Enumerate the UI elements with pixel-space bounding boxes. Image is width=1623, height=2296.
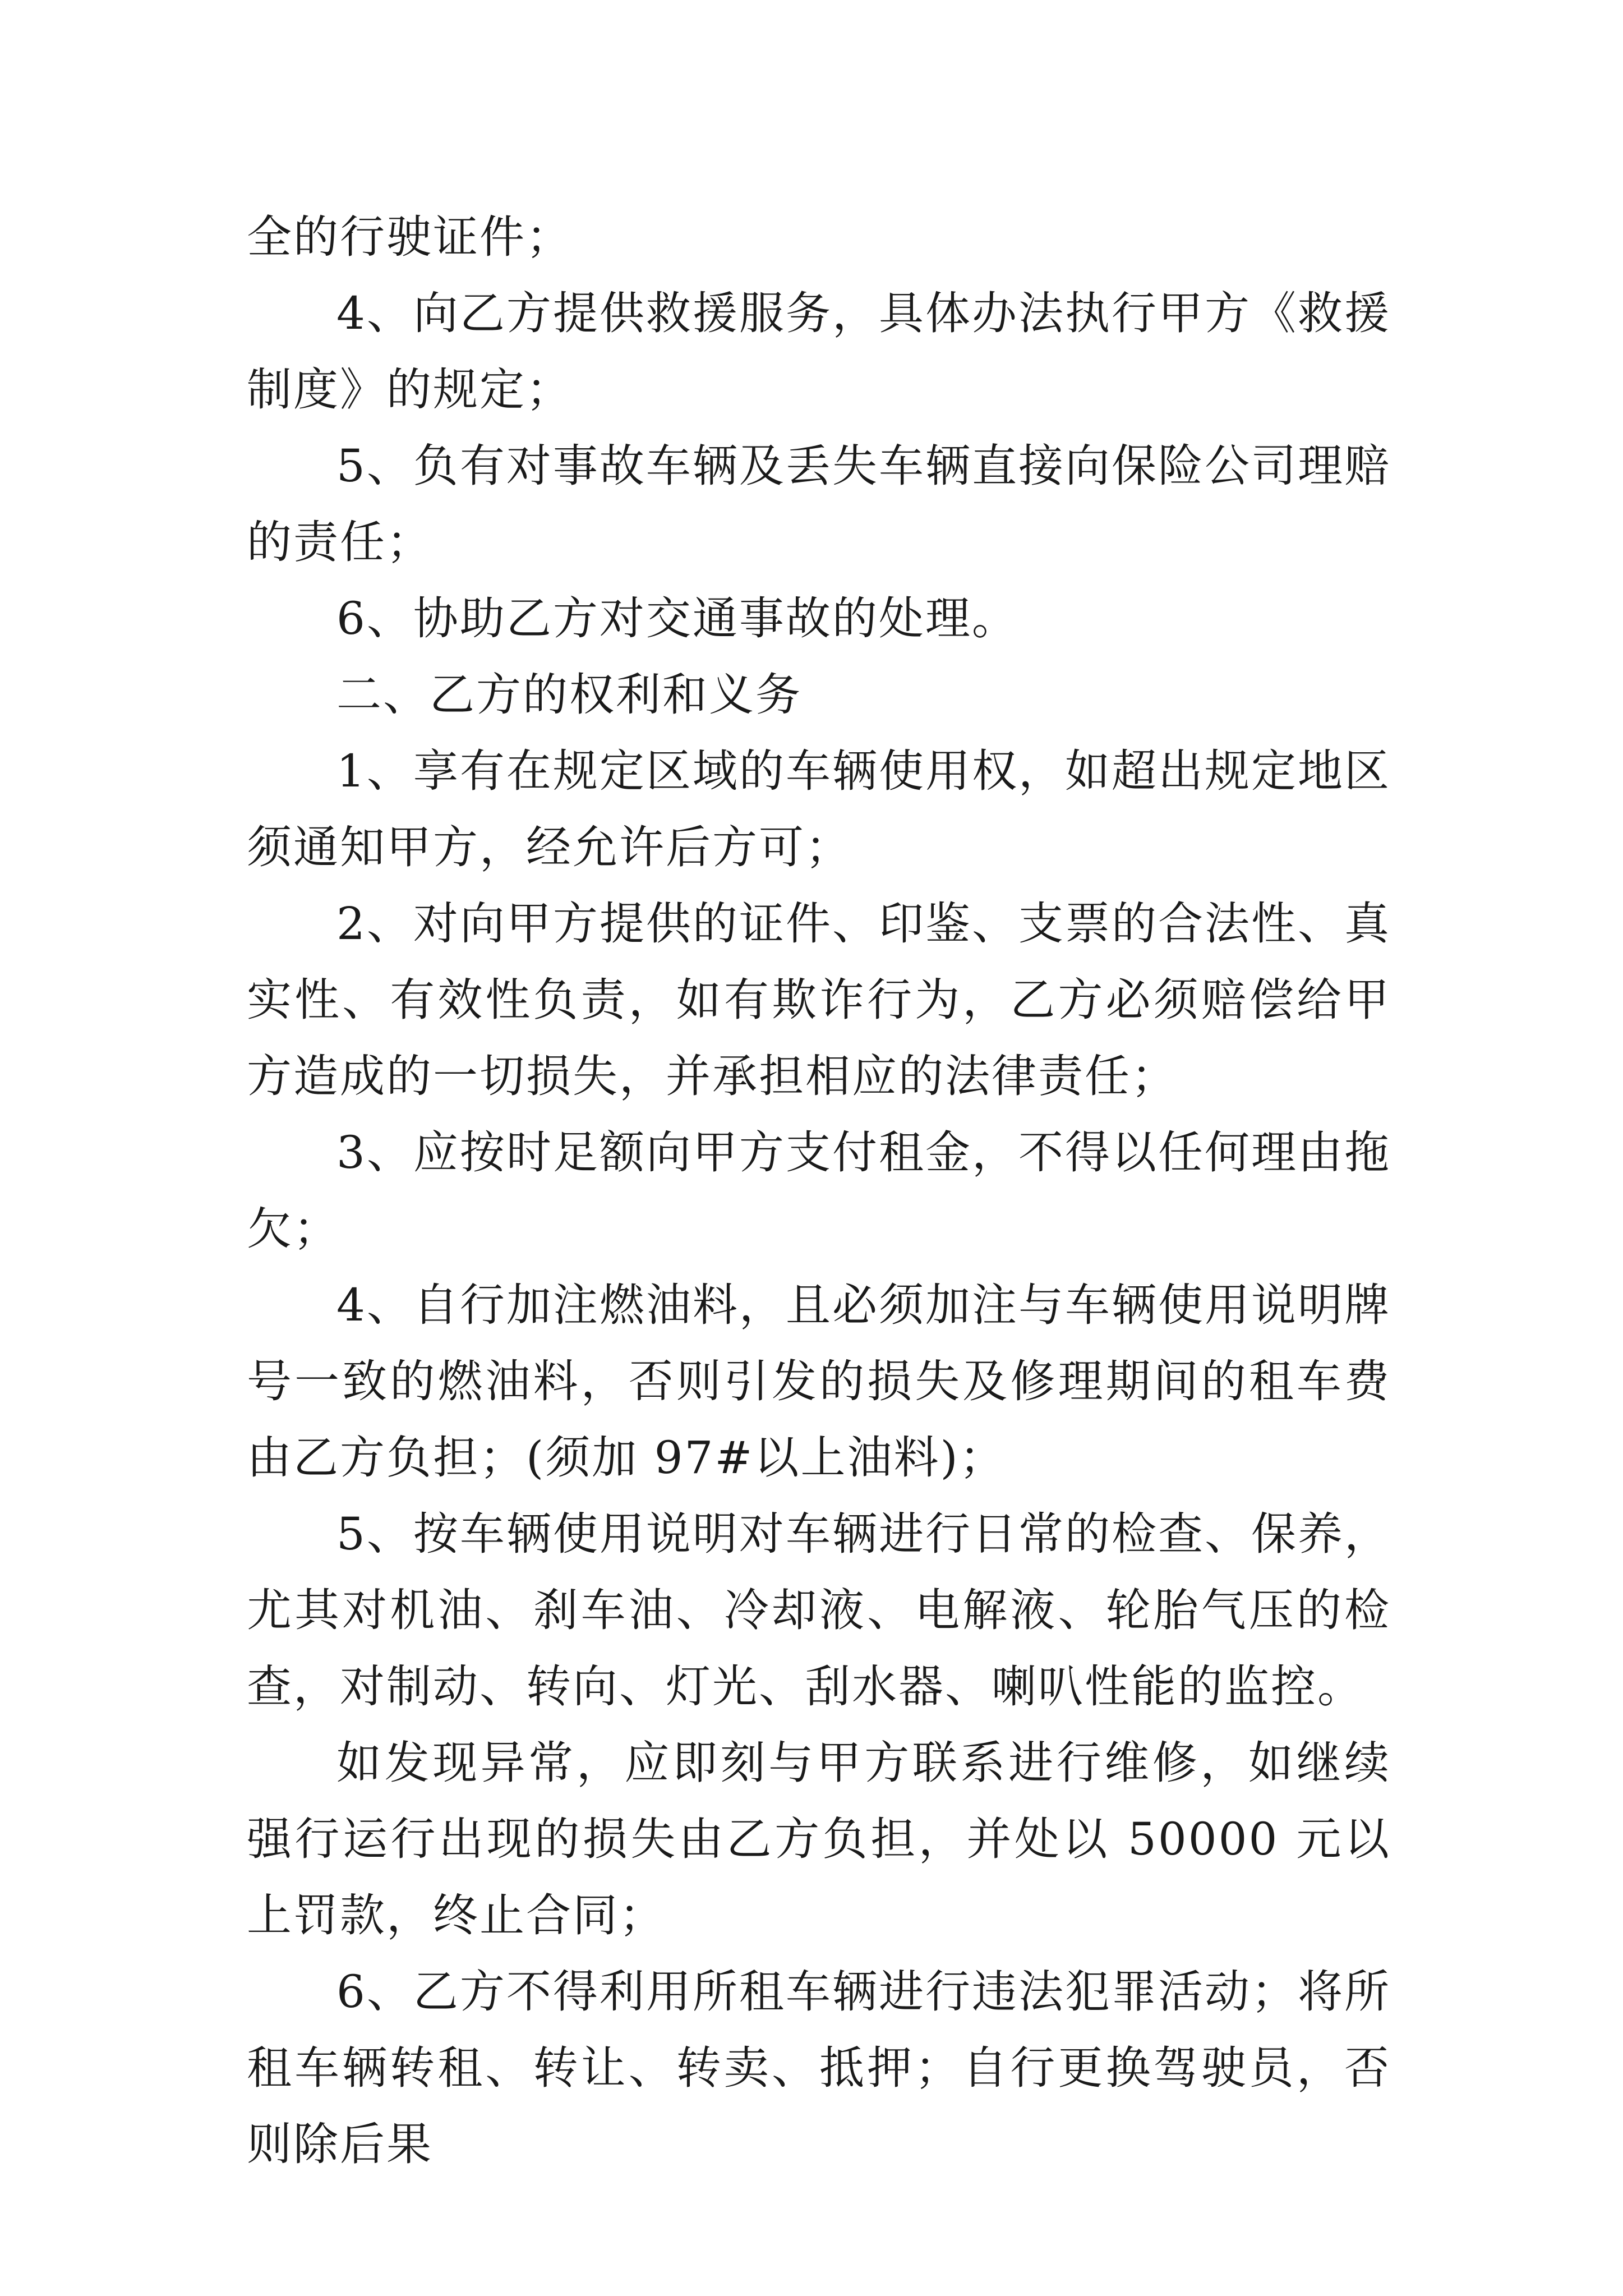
- paragraph-b-clause-4: 4、自行加注燃油料，且必须加注与车辆使用说明牌号一致的燃油料，否则引发的损失及修理期间的租车费由乙方负担；(须加 97#以上油料)；: [247, 1279, 1391, 1484]
- section-heading-party-b: 二、乙方的权利和义务: [336, 669, 802, 721]
- paragraph-b-clause-5-continued: 如发现异常，应即刻与甲方联系进行维修，如继续强行运行出现的损失由乙方负担，并处以 50000 元以上罚款，终止合同；: [247, 1737, 1391, 1941]
- paragraph-b-clause-6: 6、乙方不得利用所租车辆进行违法犯罪活动；将所租车辆转租、转让、转卖、抵押；自行更换驾驶员，否则除后果: [247, 1966, 1391, 2170]
- paragraph-clause-6: 6、协助乙方对交通事故的处理。: [336, 592, 1018, 645]
- document-body: [247, 199, 1391, 2183]
- paragraph-b-clause-2: 2、对向甲方提供的证件、印鉴、支票的合法性、真实性、有效性负责，如有欺诈行为，乙方必须赔偿给甲方造成的一切损失，并承担相应的法律责任；: [247, 898, 1391, 1102]
- paragraph-continuation: 全的行驶证件；: [247, 211, 573, 263]
- paragraph-b-clause-1: 1、享有在规定区域的车辆使用权，如超出规定地区须通知甲方，经允许后方可；: [247, 745, 1391, 873]
- paragraph-clause-4: 4、向乙方提供救援服务，具体办法执行甲方《救援制度》的规定；: [247, 287, 1391, 416]
- paragraph-b-clause-5: 5、按车辆使用说明对车辆进行日常的检查、保养，尤其对机油、刹车油、冷却液、电解液、轮胎气压的检查，对制动、转向、灯光、刮水器、喇叭性能的监控。: [247, 1508, 1391, 1713]
- paragraph-clause-5: 5、负有对事故车辆及丢失车辆直接向保险公司理赔的责任；: [247, 440, 1391, 568]
- paragraph-b-clause-3: 3、应按时足额向甲方支付租金，不得以任何理由拖欠；: [247, 1126, 1391, 1255]
